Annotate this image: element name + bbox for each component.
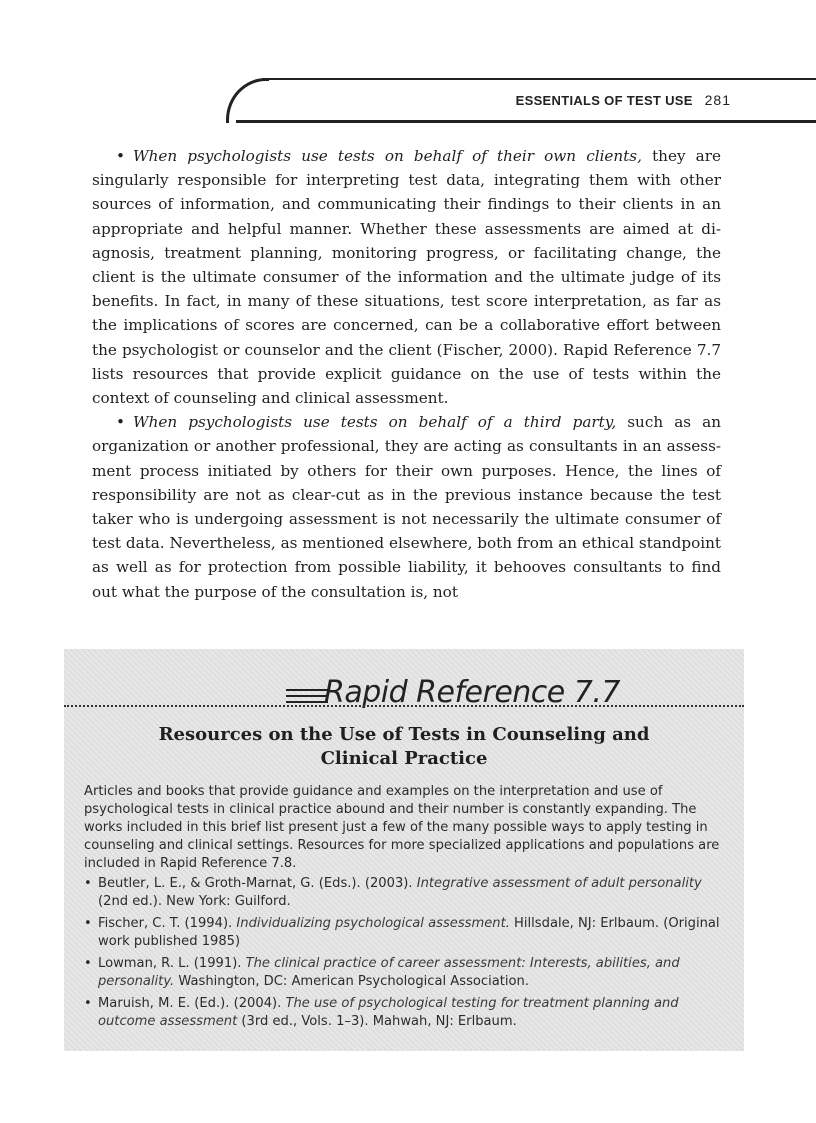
reference-item: • Maruish, M. E. (Ed.). (2004). The use of psychological testing for treatment planning and outcome assessment (3rd ed., Vols. 1–3). Mahwah, NJ: Erlbaum. bbox=[84, 995, 724, 1031]
rapid-reference-title: Rapid Reference 7.7 bbox=[324, 675, 621, 710]
heading-line: Clinical Practice bbox=[320, 748, 488, 769]
paragraph-third-party bbox=[92, 410, 721, 604]
paragraph-lead: When psychologists use tests on behalf of their own clients, bbox=[132, 147, 642, 165]
reference-item: • Lowman, R. L. (1991). The clinical practice of career assessment: Interests, abilities, and personality. Washington, DC: American Psychological Association. bbox=[84, 955, 724, 991]
paragraph-lead: When psychologists use tests on behalf of a third party, bbox=[132, 413, 617, 432]
running-header bbox=[516, 92, 731, 108]
paragraph-own-clients bbox=[92, 144, 721, 410]
rapid-reference-intro: Articles and books that provide guidance and examples on the interpretation and use of psychological tests in clinical practice abound and their number is constantly expanding. The works included in this brief list present just a few of the many possible ways to apply testing in counseling and clinical settings. Resources for more specialized applications and populations are included in Rapid Reference 7.8. bbox=[84, 784, 720, 871]
header-rule-curve bbox=[226, 78, 269, 123]
heading-line: Resources on the Use of Tests in Counseling and bbox=[158, 724, 650, 745]
body-text bbox=[92, 144, 721, 604]
bullet-icon: • bbox=[116, 147, 125, 165]
paragraph-text: such as an organization or another professional, they are acting as consultants in an assessment process initiated by others for their own purposes. Hence, the lines of responsibility are not as clear-cut as in the previous instance because the test taker who is undergoing assessment is not necessarily the ultimate consumer of test data. Nevertheless, as mentioned elsewhere, both from an ethical standpoint as well as for protection from possible liability, it behooves consultants to find out what the purpose of the consultation is, not bbox=[92, 413, 722, 601]
reference-list bbox=[84, 875, 724, 1035]
bullet-icon: • bbox=[116, 413, 125, 432]
dotted-divider bbox=[64, 705, 744, 707]
paragraph-text: they are singularly responsible for interpreting test data, integrating them with other sources of information, and communicating their findings to their clients in an appropriate and helpful manner. Whether these assessments are aimed at diagnosis, treatment planning, monitoring progress, or facilitating change, the client is the ultimate consumer of the information and the ultimate judge of its benefits. In fact, in many of these situations, test score interpretation, as far as the implications of scores are concerned, can be a collaborative effort between the psychologist or counselor and the client (Fischer, 2000). Rapid Reference 7.7 lists resources that provide explicit guidance on the use of tests within the context of counseling and clinical assessment. bbox=[92, 147, 721, 408]
running-header-title: ESSENTIALS OF TEST USE bbox=[515, 93, 693, 108]
rapid-reference-heading bbox=[124, 723, 684, 771]
rapid-reference-box bbox=[64, 649, 744, 1051]
reference-item: • Beutler, L. E., & Groth-Marnat, G. (Eds.). (2003). Integrative assessment of adult personality (2nd ed.). New York: Guilford. bbox=[84, 875, 724, 911]
header-rule-bottom bbox=[236, 120, 816, 123]
header-rule-top bbox=[262, 78, 816, 80]
page-number: 281 bbox=[704, 92, 731, 108]
reference-item: • Fischer, C. T. (1994). Individualizing psychological assessment. Hillsdale, NJ: Erlbaum. (Original work published 1985) bbox=[84, 915, 724, 951]
rapid-reference-banner bbox=[64, 663, 744, 710]
